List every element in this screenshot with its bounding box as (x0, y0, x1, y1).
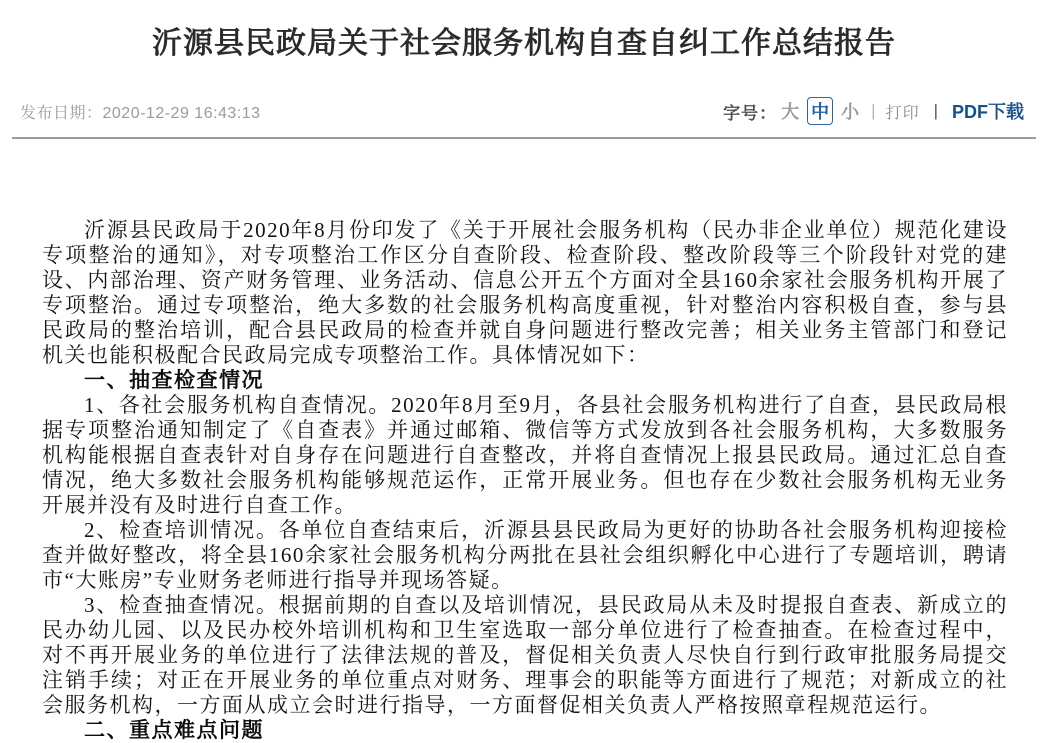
print-button[interactable]: 打印 (885, 104, 920, 122)
font-size-large-button[interactable]: 大 (781, 102, 800, 122)
article-body (0, 139, 1048, 743)
page-title: 沂源县民政局关于社会服务机构自查自纠工作总结报告 (152, 27, 896, 60)
paragraph-training: 2、检查培训情况。各单位自查结束后，沂源县县民政局为更好的协助各社会服务机构迎接检查并做好整改，将全县160余家社会服务机构分两批在县社会组织孵化中心进行了专题培训，聘请市“大账房”专业财务老师进行指导并现场答疑。 (42, 518, 1008, 592)
font-size-small-button[interactable]: 小 (841, 102, 860, 122)
paragraph-spot-check: 3、检查抽查情况。根据前期的自查以及培训情况，县民政局从未及时提报自查表、新成立的民办幼儿园、以及民办校外培训机构和卫生室选取一部分单位进行了检查抽查。在检查过程中，对不再开展业务的单位进行了法律法规的普及，督促相关负责人尽快自行到行政审批服务局提交注销手续；对正在开展业务的单位重点对财务、理事会的职能等方面进行了规范；对新成立的社会服务机构，一方面从成立会时进行指导，一方面督促相关负责人严格按照章程规范运行。 (42, 593, 1008, 717)
paragraph-self-check: 1、各社会服务机构自查情况。2020年8月至9月，各县社会服务机构进行了自查，县民政局根据专项整治通知制定了《自查表》并通过邮箱、微信等方式发放到各社会服务机构，大多数服务机构能根据自查表针对自身存在问题进行自查整改，并将自查情况上报县民政局。通过汇总自查情况，绝大多数社会服务机构能够规范运作，正常开展业务。但也存在少数社会服务机构无业务开展并没有及时进行自查工作。 (42, 393, 1008, 517)
paragraph-intro: 沂源县民政局于2020年8月份印发了《关于开展社会服务机构（民办非企业单位）规范化建设专项整治的通知》，对专项整治工作区分自查阶段、检查阶段、整改阶段等三个阶段针对党的建设、内部治理、资产财务管理、业务活动、信息公开五个方面对全县160余家社会服务机构开展了专项整治。通过专项整治，绝大多数的社会服务机构高度重视，针对整治内容积极自查，参与县民政局的整治培训，配合县民政局的检查并就自身问题进行整改完善；相关业务主管部门和登记机关也能积极配合民政局完成专项整治工作。具体情况如下： (42, 218, 1008, 367)
meta-row (0, 98, 1048, 124)
pdf-download-link[interactable]: PDF下载 (952, 102, 1024, 122)
publish-date: 发布日期：2020-12-29 16:43:13 (20, 104, 261, 122)
separator: | (871, 101, 876, 120)
toolbar (723, 97, 1024, 125)
font-size-medium-button[interactable]: 中 (807, 97, 833, 125)
section-heading-2: 二、重点难点问题 (84, 719, 264, 742)
separator: | (933, 101, 938, 120)
font-size-label: 字号： (723, 103, 778, 123)
section-heading-1: 一、抽查检查情况 (84, 369, 264, 392)
